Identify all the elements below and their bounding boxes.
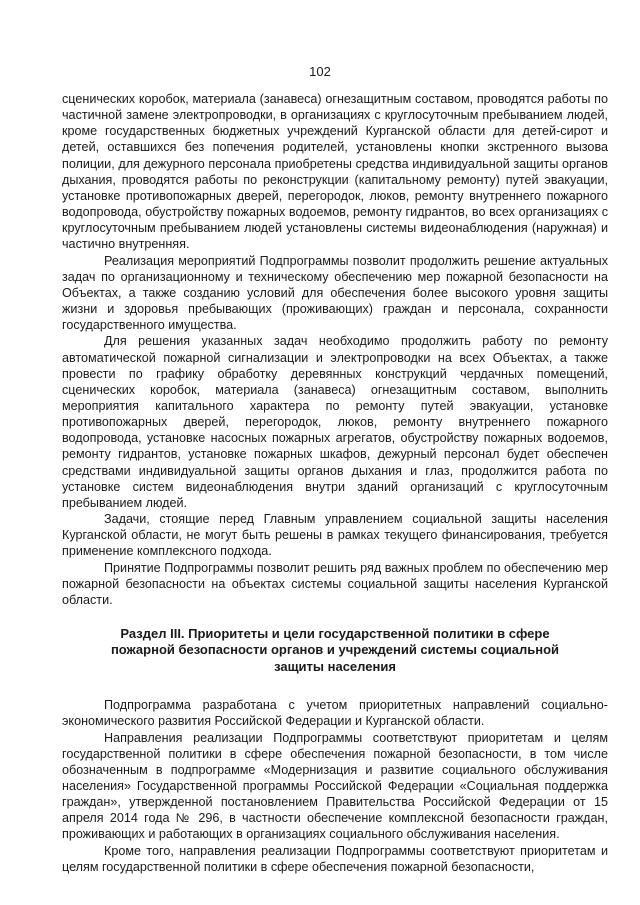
paragraph-tasks-solution: Для решения указанных задач необходимо продолжить работу по ремонту автоматической пожарной сигнализации и электропроводки на всех Объектах, а также провести по графику обработку деревянных конструкций чердачных помещений, сценических коробок, материала (занавеса) огнезащитным составом, выполнить мероприятия капитального характера по ремонту путей эвакуации, установке противопожарных дверей, перегородок, люков, ремонту внутреннего пожарного водопровода, установке насосных пожарных агрегатов, обустройству пожарных водоемов, ремонту гидрантов, установке пожарных шкафов, дежурный персонал будет обеспечен средствами индивидуальной защиты органов дыхания и глаз, продолжится работа по установке систем видеонаблюдения внутри зданий организаций с круглосуточным пребыванием людей.	[62, 334, 608, 510]
paragraph-implementation-directions: Направления реализации Подпрограммы соответствуют приоритетам и целям государственной политики в сфере обеспечения пожарной безопасности, в том числе обозначенным в подпрограмме «Модернизация и развитие социального обслуживания населения» Государственной программы Российской Федерации «Социальная поддержка граждан», утвержденной постановлением Правительства Российской Федерации от 15 апреля 2014 года № 296, в частности обеспечение комплексной безопасности граждан, проживающих и работающих в организациях социального обслуживания населения.	[62, 730, 608, 842]
paragraph-furthermore: Кроме того, направления реализации Подпрограммы соответствуют приоритетам и целям государственной политики в сфере обеспечения пожарной безопасности,	[62, 843, 608, 874]
paragraph-subprogram-adoption: Принятие Подпрограммы позволит решить ряд важных проблем по обеспечению мер пожарной безопасности на объектах системы социальной защиты населения Курганской области.	[62, 560, 608, 607]
paragraph-continuation: сценических коробок, материала (занавеса) огнезащитным составом, проводятся работы по частичной замене электропроводки, в организациях с круглосуточным пребыванием людей, кроме государственных бюджетных учреждений Курганской области для детей-сирот и детей, оставшихся без попечения родителей, установлены кнопки экстренного вызова полиции, для дежурного персонала приобретены средства индивидуальной защиты органов дыхания, проводятся работы по реконструкции (капитальному ремонту) путей эвакуации, установке противопожарных дверей, перегородок, люков, ремонту внутреннего пожарного водопровода, обустройству пожарных водоемов, ремонту гидрантов, во всех организациях с круглосуточным пребыванием людей установлены системы видеонаблюдения (наружная) и частично внутренняя.	[62, 92, 608, 252]
section-heading: Раздел III. Приоритеты и цели государственной политики в сфере пожарной безопасности органов и учреждений системы социальной защиты населения	[110, 626, 560, 674]
paragraph-subprogram-developed: Подпрограмма разработана с учетом приоритетных направлений социально-экономического развития Российской Федерации и Курганской области.	[62, 698, 608, 729]
paragraph-financing-tasks: Задачи, стоящие перед Главным управлением социальной защиты населения Курганской области, не могут быть решены в рамках текущего финансирования, требуется применение комплексного подхода.	[62, 512, 608, 559]
page-number: 102	[309, 64, 331, 79]
document-body	[62, 91, 608, 875]
paragraph-subprogram-implementation: Реализация мероприятий Подпрограммы позволит продолжить решение актуальных задач по организационному и техническому обеспечению мер пожарной безопасности на Объектах, а также созданию условий для обеспечения более высокого уровня защиты жизни и здоровья пребывающих (проживающих) граждан и персонала, сохранности государственного имущества.	[62, 253, 608, 333]
